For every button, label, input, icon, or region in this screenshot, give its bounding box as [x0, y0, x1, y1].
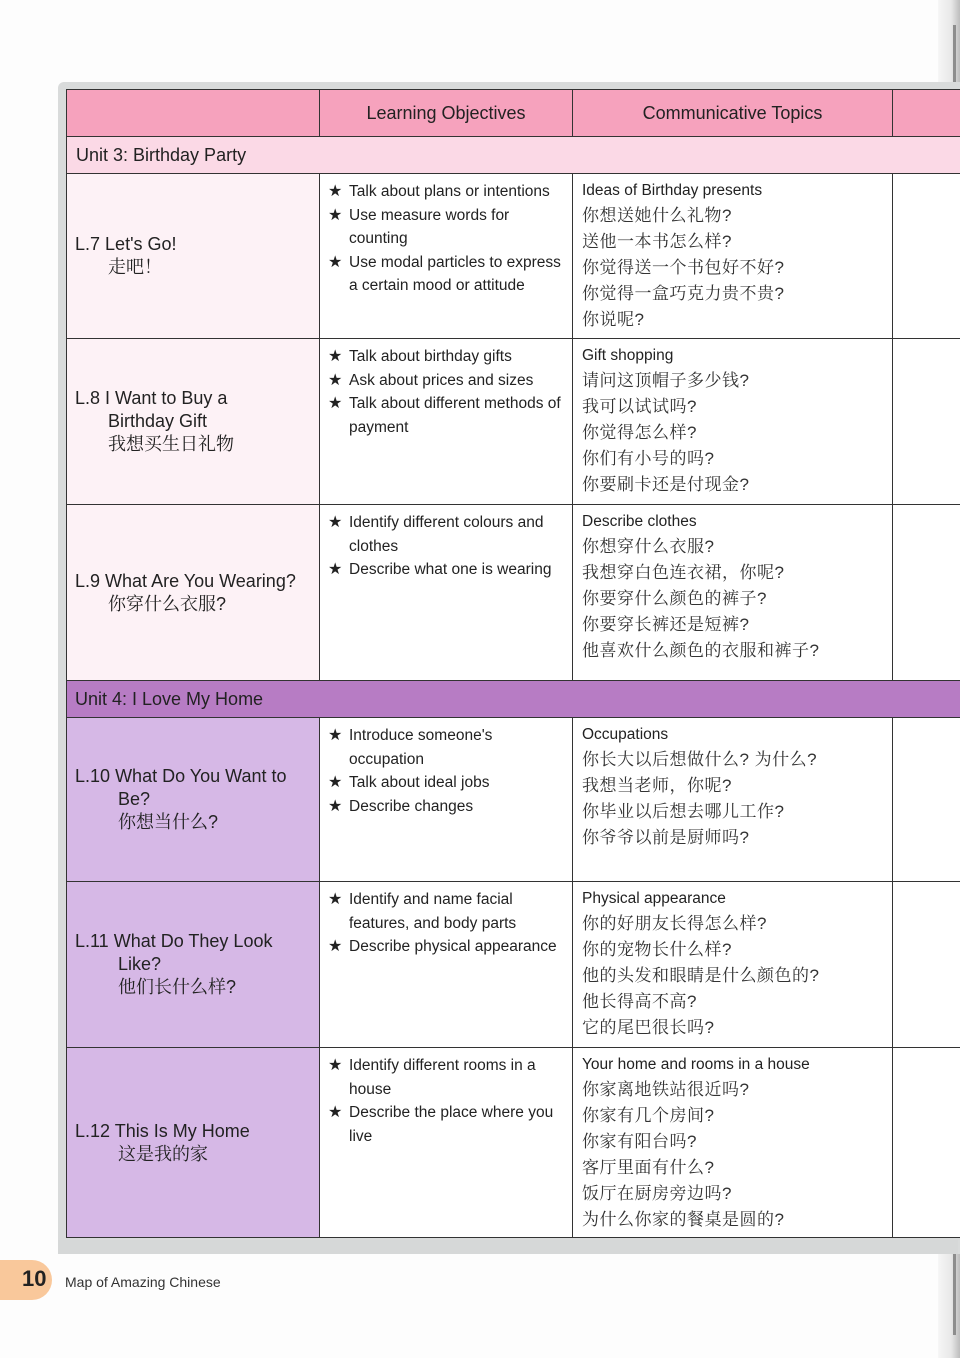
objective-text: Identify and name facial features, and body parts: [349, 891, 517, 932]
topic-title: Ideas of Birthday presents: [582, 182, 763, 199]
topic-question: 请问这顶帽子多少钱?: [582, 371, 750, 390]
lesson-code: L.9: [75, 570, 101, 591]
objective-item: [328, 180, 566, 204]
unit-title: Unit 3: Birthday Party: [67, 137, 960, 174]
lesson-cell: [67, 339, 320, 505]
unit-row: [67, 137, 960, 174]
star-icon: ★: [328, 938, 343, 955]
star-icon: ★: [328, 348, 343, 365]
lesson-code: L.10: [75, 766, 111, 786]
lesson-title: This Is My Home: [114, 1120, 250, 1141]
objective-text: Talk about different methods of payment: [349, 395, 561, 436]
lesson-code: L.11: [75, 931, 109, 951]
objective-item: [328, 771, 566, 795]
lesson-code: L.12: [75, 1120, 111, 1141]
topics-cell: [573, 339, 893, 505]
objective-text: Describe what one is wearing: [349, 561, 552, 578]
topic-question: 送他一本书怎么样?: [582, 232, 732, 251]
objective-item: [328, 795, 566, 819]
topics-cell: [573, 174, 893, 339]
objective-item: [328, 1101, 566, 1148]
topic-question: 他喜欢什么颜色的衣服和裤子?: [582, 641, 820, 660]
objectives-cell: [320, 339, 573, 505]
star-icon: ★: [328, 1057, 343, 1074]
topic-question: 你觉得怎么样?: [582, 423, 697, 442]
topic-question: 我可以试试吗?: [582, 397, 697, 416]
objective-item: [328, 392, 566, 439]
extra-cell: [893, 339, 960, 505]
unit-row: [67, 681, 960, 718]
topics-cell: [573, 882, 893, 1048]
lesson-title: What Do They Look: [113, 931, 273, 951]
topic-question: 你家有几个房间?: [582, 1106, 715, 1125]
objective-text: Ask about prices and sizes: [349, 371, 534, 389]
lesson-title-line: [75, 233, 319, 256]
topics-cell: [573, 1048, 893, 1238]
topic-question: 他的头发和眼睛是什么颜色的?: [582, 966, 820, 985]
topic-title: Your home and rooms in a house: [582, 1056, 810, 1073]
lesson-title-line: Be?: [118, 789, 151, 809]
lesson-chinese-title: 这是我的家: [118, 1143, 208, 1164]
objective-text: Talk about birthday gifts: [349, 348, 512, 365]
objective-text: Talk about ideal jobs: [349, 774, 490, 791]
star-icon: ★: [328, 206, 343, 224]
objective-text: Introduce someone's occupation: [349, 727, 493, 768]
topic-question: 他长得高不高?: [582, 992, 697, 1011]
objective-item: [328, 558, 566, 582]
objective-item: [328, 724, 566, 771]
topic-question: 你想穿什么衣服?: [582, 537, 715, 556]
topic-question: 你的好朋友长得怎么样?: [582, 914, 767, 933]
topic-title: Occupations: [582, 726, 669, 743]
star-icon: ★: [328, 395, 343, 412]
lesson-row: [67, 339, 960, 505]
objective-item: [328, 888, 566, 935]
topic-question: 你要穿什么颜色的裤子?: [582, 589, 767, 608]
topic-question: 你觉得一盒巧克力贵不贵?: [582, 284, 785, 303]
lesson-chinese-title: 我想买生日礼物: [108, 434, 234, 454]
topic-title: Describe clothes: [582, 513, 697, 530]
topic-question: 你的宠物长什么样?: [582, 940, 732, 959]
objectives-cell: [320, 882, 573, 1048]
extra-cell: [893, 505, 960, 681]
lesson-title-line: Like?: [118, 954, 162, 974]
lesson-chinese-title: 他们长什么样?: [118, 977, 237, 997]
objective-item: [328, 251, 566, 298]
header-row: [67, 90, 960, 137]
lesson-title-line: [75, 930, 319, 953]
lesson-chinese-title: 你穿什么衣服?: [108, 593, 227, 614]
header-communicative-topics: Communicative Topics: [573, 90, 893, 137]
star-icon: ★: [328, 1104, 343, 1121]
frame-bottom: [58, 1240, 958, 1254]
objective-text: Describe physical appearance: [349, 938, 557, 955]
lesson-title-line: [75, 570, 319, 593]
lesson-cell: [67, 882, 320, 1048]
footer-title: Map of Amazing Chinese: [65, 1274, 221, 1290]
objective-item: [328, 511, 566, 558]
lesson-title-line: Birthday Gift: [108, 411, 208, 431]
objectives-cell: [320, 1048, 573, 1238]
lesson-title: Let's Go!: [105, 234, 177, 254]
topic-question: 客厅里面有什么?: [582, 1158, 715, 1177]
topic-question: 你觉得送一个书包好不好?: [582, 258, 785, 277]
topic-question: 我想穿白色连衣裙，你呢?: [582, 563, 785, 582]
lesson-row: [67, 882, 960, 1048]
topic-title: Physical appearance: [582, 890, 726, 907]
topic-question: 你爷爷以前是厨师吗?: [582, 828, 750, 847]
lesson-chinese-title: 你想当什么?: [118, 812, 219, 832]
topic-question: 你要刷卡还是付现金?: [582, 475, 750, 494]
topic-question: 你要穿长裤还是短裤?: [582, 615, 750, 634]
lesson-title-line: [75, 387, 319, 410]
objective-item: [328, 369, 566, 393]
topics-cell: [573, 718, 893, 882]
lesson-title-line: [75, 1120, 319, 1143]
lesson-title: What Do You Want to: [115, 766, 287, 786]
header-extra: [893, 90, 960, 137]
objective-item: [328, 204, 566, 251]
topic-question: 你家有阳台吗?: [582, 1132, 697, 1151]
objective-item: [328, 935, 566, 959]
extra-cell: [893, 174, 960, 339]
topic-question: 它的尾巴很长吗?: [582, 1018, 715, 1037]
objectives-cell: [320, 174, 573, 339]
lesson-title-line: [75, 765, 319, 788]
topics-cell: [573, 505, 893, 681]
topic-title: Gift shopping: [582, 347, 674, 364]
lesson-chinese-title: 走吧！: [108, 257, 162, 277]
topic-question: 饭厅在厨房旁边吗?: [582, 1184, 732, 1203]
objective-text: Identify different colours and clothes: [349, 514, 544, 555]
lesson-row: [67, 718, 960, 882]
extra-cell: [893, 718, 960, 882]
topic-question: 你家离地铁站很近吗?: [582, 1080, 750, 1099]
objectives-cell: [320, 718, 573, 882]
star-icon: ★: [328, 371, 343, 389]
curriculum-table: [66, 89, 960, 1238]
objective-text: Describe the place where you live: [349, 1104, 554, 1145]
lesson-row: [67, 174, 960, 339]
lesson-cell: [67, 174, 320, 339]
lesson-cell: [67, 505, 320, 681]
lesson-cell: [67, 718, 320, 882]
header-learning-objectives: Learning Objectives: [320, 90, 573, 137]
objective-text: Identify different rooms in a house: [349, 1057, 536, 1098]
star-icon: ★: [328, 774, 343, 791]
topic-question: 你长大以后想做什么? 为什么?: [582, 750, 818, 769]
star-icon: ★: [328, 183, 343, 200]
topic-question: 为什么你家的餐桌是圆的?: [582, 1210, 785, 1229]
page-number: 10: [22, 1266, 47, 1291]
objective-item: [328, 345, 566, 369]
lesson-title: I Want to Buy a: [105, 388, 228, 408]
objectives-cell: [320, 505, 573, 681]
unit-title: Unit 4: I Love My Home: [67, 681, 960, 718]
star-icon: ★: [328, 253, 343, 271]
extra-cell: [893, 882, 960, 1048]
topic-question: 你们有小号的吗?: [582, 449, 715, 468]
objective-text: Use modal particles to express a certain mood or attitude: [349, 253, 561, 294]
lesson-title: What Are You Wearing?: [105, 570, 296, 591]
header-lesson: [67, 90, 320, 137]
objective-text: Describe changes: [349, 797, 474, 815]
lesson-row: [67, 505, 960, 681]
objective-item: [328, 1054, 566, 1101]
lesson-row: [67, 1048, 960, 1238]
extra-cell: [893, 1048, 960, 1238]
topic-question: 你毕业以后想去哪儿工作?: [582, 802, 785, 821]
lesson-code: L.7: [75, 234, 101, 254]
lesson-code: L.8: [75, 388, 101, 408]
lesson-cell: [67, 1048, 320, 1238]
star-icon: ★: [328, 797, 343, 815]
objective-text: Use measure words for counting: [349, 206, 510, 247]
star-icon: ★: [328, 727, 343, 744]
topic-question: 我想当老师，你呢?: [582, 776, 732, 795]
objective-text: Talk about plans or intentions: [349, 183, 550, 200]
star-icon: ★: [328, 561, 343, 578]
star-icon: ★: [328, 891, 343, 908]
topic-question: 你想送她什么礼物?: [582, 206, 732, 225]
topic-question: 你说呢?: [582, 310, 645, 329]
star-icon: ★: [328, 514, 343, 531]
